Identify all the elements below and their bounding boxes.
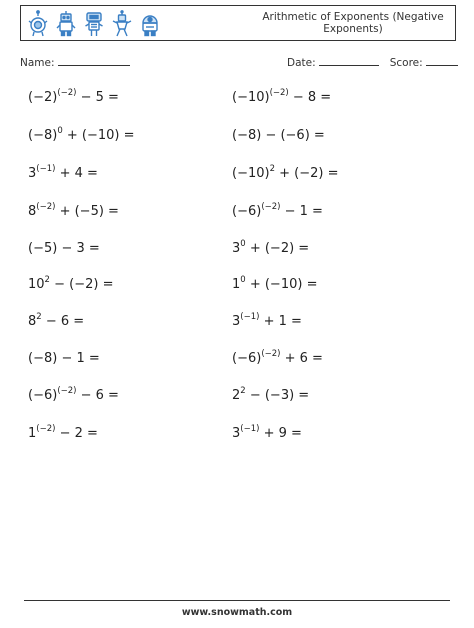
problem-9: (−5) − 3 =	[28, 241, 100, 256]
problem-3: $(-8)^0 + (-10)$ =	[28, 126, 135, 143]
problem-14: $3^{(-1)} + 1$ =	[232, 312, 302, 329]
problem-19: $1^{(-2)} - 2$ =	[28, 424, 98, 441]
robot-1-icon	[27, 10, 49, 38]
problem-18: $2^2 - (-3)$ =	[232, 386, 310, 403]
footer-url: www.snowmath.com	[181, 607, 293, 618]
robot-4-icon	[111, 10, 133, 38]
score-blank	[426, 56, 458, 66]
problem-2: $(-10)^{(-2)} - 8$ =	[232, 88, 332, 105]
problem-6: $(-10)^2 + (-2)$ =	[232, 164, 339, 181]
problem-12: $1^0 + (-10)$ =	[232, 275, 318, 292]
problem-1: $(-2)^{(-2)} - 5$ =	[28, 88, 119, 105]
date-label: Date:	[287, 57, 316, 69]
worksheet-title: Arithmetic of Exponents (Negative Exponents)	[262, 11, 444, 35]
problem-17: $(-6)^{(-2)} - 6$ =	[28, 386, 119, 403]
problem-11: $10^2 - (-2)$ =	[28, 275, 114, 292]
robot-3-icon	[83, 10, 105, 38]
robot-5-icon	[139, 10, 161, 38]
problem-7: $8^{(-2)} + (-5)$ =	[28, 202, 119, 219]
problem-16: $(-6)^{(-2)} + 6$ =	[232, 349, 323, 366]
robot-2-icon	[55, 10, 77, 38]
score-label: Score:	[389, 57, 423, 69]
problem-20: $3^{(-1)} + 9$ =	[232, 424, 302, 441]
problem-13: $8^2 - 6$ =	[28, 312, 85, 329]
problem-4: (−8) − (−6) =	[232, 128, 325, 143]
problem-15: (−8) − 1 =	[28, 351, 100, 366]
problem-10: $3^0 + (-2)$ =	[232, 239, 310, 256]
name-label: Name:	[20, 57, 55, 69]
logo-row	[27, 9, 161, 39]
problem-8: $(-6)^{(-2)} - 1$ =	[232, 202, 323, 219]
worksheet-header	[20, 5, 456, 41]
name-field	[20, 56, 130, 69]
footer-divider	[24, 600, 450, 601]
problem-5: $3^{(-1)} + 4$ =	[28, 164, 98, 181]
name-blank	[58, 56, 130, 66]
date-blank	[319, 56, 379, 66]
date-score-field	[287, 56, 458, 69]
